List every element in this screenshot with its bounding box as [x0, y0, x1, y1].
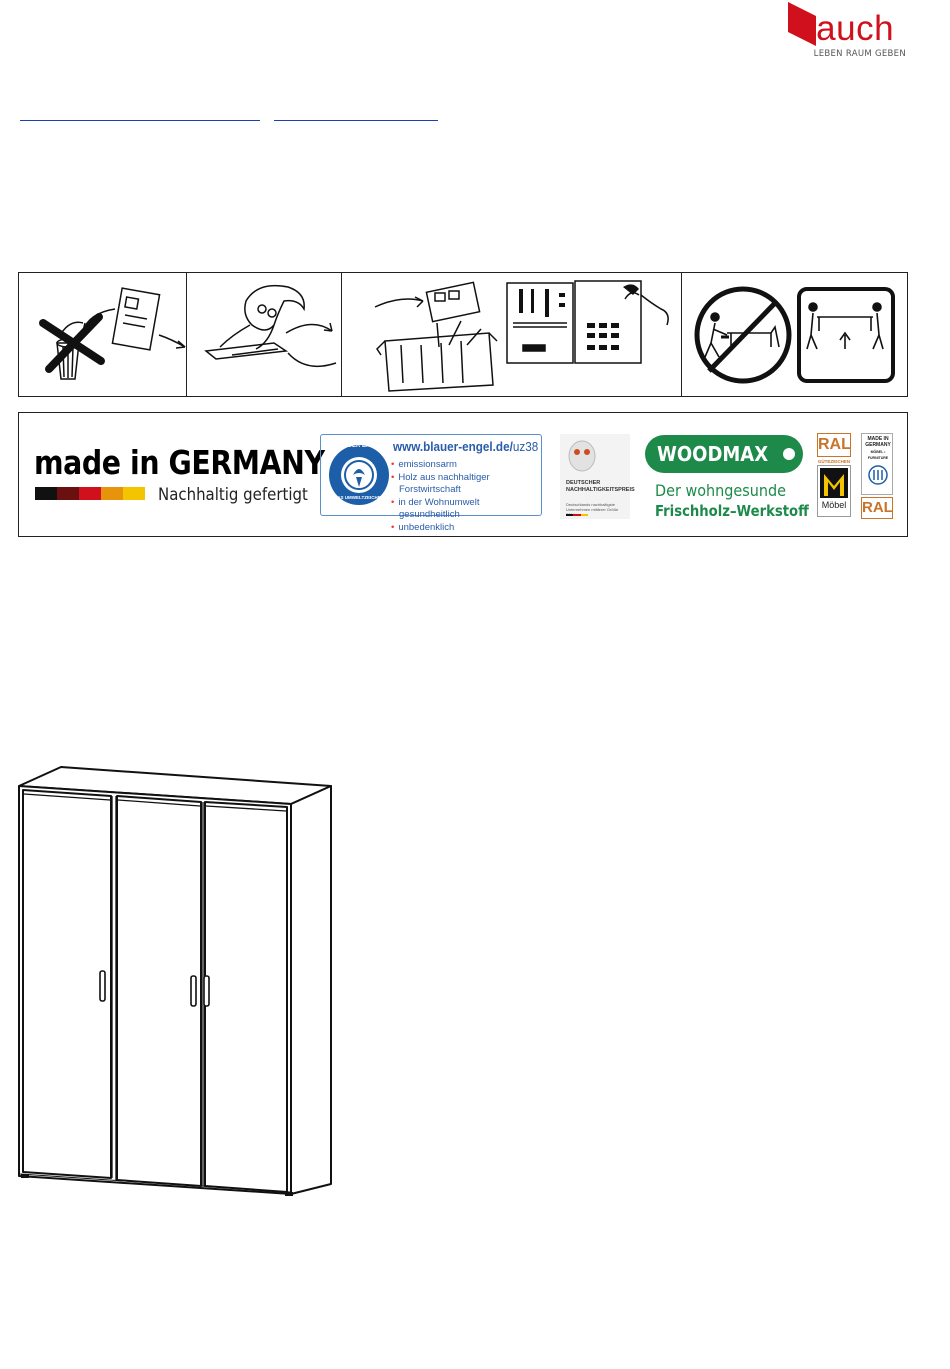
instr-cell-keep: [19, 273, 187, 396]
blue-angel-point: • in der Wohnumwelt gesundheitlich: [399, 497, 541, 522]
dgm-seal-icon: [868, 464, 888, 486]
blue-angel-point: • emissionsarm: [399, 459, 541, 472]
woodmax-line1: Der wohngesunde: [655, 481, 787, 500]
ral-label-top: RAL: [817, 433, 851, 457]
nachhaltigkeitspreis-badge: [560, 434, 635, 519]
blue-angel-point-cont: [399, 522, 541, 535]
woodmax-dot-icon: [783, 448, 795, 460]
logo-slogan: LEBEN RAUM GEBEN: [813, 49, 906, 59]
blue-angel-url: [393, 439, 538, 454]
nachhaltigkeitspreis-title: DEUTSCHER NACHHALTIGKEITSPREIS: [566, 480, 635, 493]
woodmax-name: WOODMAX: [657, 442, 769, 466]
instruction-strip: [18, 272, 908, 397]
blue-angel-point: • Holz aus nachhaltiger Forstwirtschaft: [399, 472, 541, 497]
mig-furniture-title: MADE IN GERMANY: [865, 436, 891, 448]
instr-cell-carry: [681, 273, 907, 396]
woodmax-line2: Frischholz–Werkstoff: [655, 502, 809, 520]
instr-cell-read: [186, 273, 342, 396]
moebel-label: Möbel: [821, 500, 847, 510]
moebel-m-icon: [818, 466, 850, 500]
blue-angel-point-cont-text: unbedenklich: [398, 521, 455, 533]
file-manual-icon: [341, 273, 681, 396]
mig-furniture-sub: MÖBEL • FURNITURE: [867, 450, 889, 460]
link-1[interactable]: [20, 104, 260, 121]
blue-angel-points: [399, 459, 541, 534]
blauer-engel-badge: [320, 434, 542, 533]
dont-discard-icon: [19, 273, 186, 396]
ral-label-bottom: RAL: [861, 497, 893, 519]
blue-angel-seal-top: BLAUER ENGEL: [335, 443, 383, 449]
carry-not-push-icon: [681, 273, 907, 396]
mig-furniture-seal: [861, 433, 893, 495]
woodmax-logo: [645, 435, 803, 473]
gradient-flag: [35, 487, 145, 500]
blue-angel-url-code: uz38: [512, 439, 539, 454]
mini-flag: [566, 514, 588, 516]
made-in-germany-title: made in GERMANY: [34, 443, 325, 482]
certification-strip: [18, 412, 908, 537]
nachhaltigkeitspreis-sub: Deutschlands nachhaltigste Unternehmen mittlerer Größe: [566, 502, 619, 512]
wardrobe-illustration: [15, 764, 335, 1199]
moebel-seal: [817, 465, 851, 517]
instr-cell-file: [341, 273, 682, 396]
link-2[interactable]: [274, 104, 438, 121]
ral-guetezeichen: GÜTEZEICHEN: [817, 459, 851, 464]
read-manual-icon: [186, 273, 341, 396]
rauch-logo: [786, 2, 908, 62]
blue-angel-url-main: www.blauer-engel.de/: [393, 439, 513, 454]
blue-angel-seal-bottom: DAS UMWELTZEICHEN: [334, 495, 384, 500]
logo-brand: rauch: [804, 9, 895, 48]
made-in-germany-subtitle: Nachhaltig gefertigt: [158, 485, 308, 505]
award-figure-icon: [566, 438, 598, 474]
